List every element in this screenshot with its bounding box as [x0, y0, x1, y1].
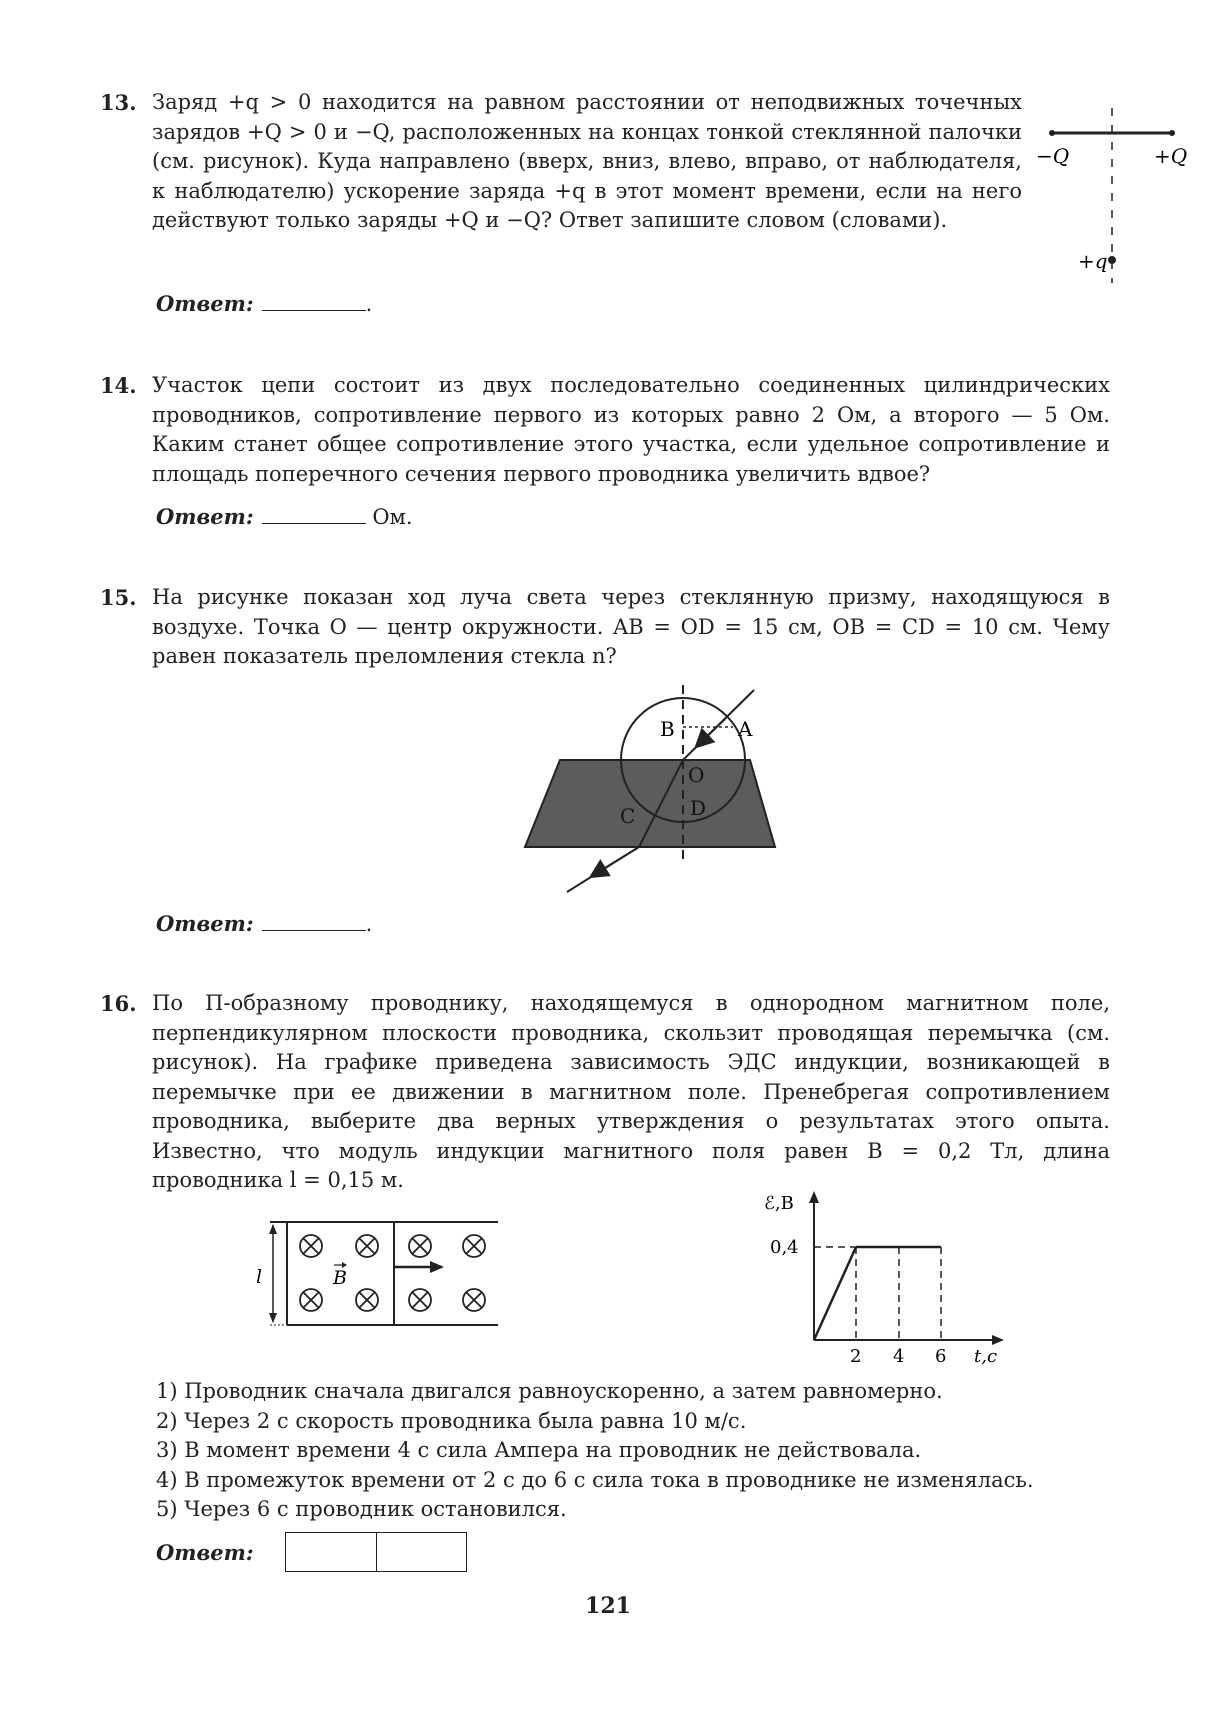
question-text: Заряд +q > 0 находится на равном расстоянии от неподвижных точечных зарядов +Q > 0 и −Q, расположенных на концах тонкой стеклянной палочки (см. рисунок). Куда направлено (вверх, вниз, влево, вправо, от наблюдателя, к наблюдателю) ускорение заряда +q в этот момент времени, если на него действуют только заряды +Q и −Q? Ответ запишите словом (словами). — [152, 90, 1022, 232]
option-4: 4) В промежуток времени от 2 с до 6 с сила тока в проводнике не изменялась. — [156, 1467, 1034, 1492]
charge-plus-q-label: +Q — [1154, 144, 1188, 168]
charges-figure — [1030, 100, 1200, 290]
charge-test-label: +q — [1078, 249, 1108, 273]
question-15 — [100, 583, 1110, 672]
answer-options — [156, 1377, 1034, 1525]
point-a-label: A — [738, 717, 753, 741]
option-3: 3) В момент времени 4 с сила Ампера на проводник не действовала. — [156, 1438, 922, 1462]
graph-x-label: t,с — [974, 1346, 998, 1367]
circuit-figure — [250, 1210, 510, 1340]
question-number: 16. — [100, 991, 137, 1016]
answer-line-13 — [156, 290, 372, 316]
prism-figure — [510, 680, 800, 895]
graph-x-tick-2: 2 — [850, 1346, 862, 1367]
answer-label: Ответ: — [156, 1540, 254, 1565]
graph-x-tick-4: 4 — [893, 1346, 905, 1367]
answer-blank[interactable] — [262, 910, 366, 931]
answer-suffix: Ом. — [372, 505, 413, 529]
question-13 — [100, 88, 1110, 236]
option-1: 1) Проводник сначала двигался равноускоренно, а затем равномерно. — [156, 1379, 943, 1403]
answer-suffix: . — [365, 912, 373, 936]
answer-line-15 — [156, 910, 372, 936]
question-14 — [100, 371, 1110, 489]
point-b-label: B — [660, 717, 675, 741]
charge-minus-q-label: −Q — [1036, 144, 1070, 168]
question-16 — [100, 989, 1110, 1196]
question-number: 15. — [100, 585, 137, 610]
answer-blank[interactable] — [262, 503, 366, 524]
page-number: 121 — [585, 1593, 631, 1619]
answer-label: Ответ: — [156, 504, 254, 529]
answer-cell-2[interactable] — [377, 1533, 467, 1571]
point-c-label: C — [620, 804, 636, 828]
answer-label: Ответ: — [156, 911, 254, 936]
option-5: 5) Через 6 с проводник остановился. — [156, 1497, 567, 1521]
question-text: По П-образному проводнику, находящемуся в однородном магнитном поле, перпендикулярном плоскости проводника, скользит проводящая перемычка (см. рисунок). На графике приведена зависимость ЭДС индукции, возникающей в перемычке при ее движении в магнитном поле. Пренебрегая сопротивлением проводника, выберите два верных утверждения о результатах этого опыта. Известно, что модуль индукции магнитного поля равен B = 0,2 Тл, длина проводника l = 0,15 м. — [152, 991, 1110, 1192]
point-d-label: D — [690, 796, 707, 820]
question-number: 13. — [100, 90, 137, 115]
question-number: 14. — [100, 373, 137, 398]
length-label: l — [256, 1266, 263, 1288]
emf-graph — [760, 1185, 1010, 1370]
graph-y-label: ℰ,В — [764, 1193, 794, 1214]
field-label: B — [333, 1267, 347, 1289]
point-o-label: O — [688, 763, 705, 787]
option-2: 2) Через 2 с скорость проводника была равна 10 м/с. — [156, 1408, 747, 1433]
answer-line-14 — [156, 503, 413, 529]
answer-cell-1[interactable] — [286, 1533, 377, 1571]
question-text: Участок цепи состоит из двух последовательно соединенных цилиндрических проводников, сопротивление первого из которых равно 2 Ом, а второго — 5 Ом. Каким станет общее сопротивление этого участка, если удельное сопротивление и площадь поперечного сечения первого проводника увеличить вдвое? — [152, 373, 1110, 486]
question-text: На рисунке показан ход луча света через стеклянную призму, находящуюся в воздухе. Точка O — центр окружности. AB = OD = 15 см, OB = CD = 10 см. Чему равен показатель преломления стекла n? — [152, 585, 1110, 668]
answer-suffix: . — [365, 292, 373, 316]
answer-label: Ответ: — [156, 291, 254, 316]
graph-x-tick-6: 6 — [935, 1346, 947, 1367]
graph-y-tick: 0,4 — [770, 1237, 799, 1258]
answer-line-16 — [156, 1540, 254, 1565]
answer-box — [285, 1532, 467, 1572]
answer-blank[interactable] — [262, 290, 366, 311]
